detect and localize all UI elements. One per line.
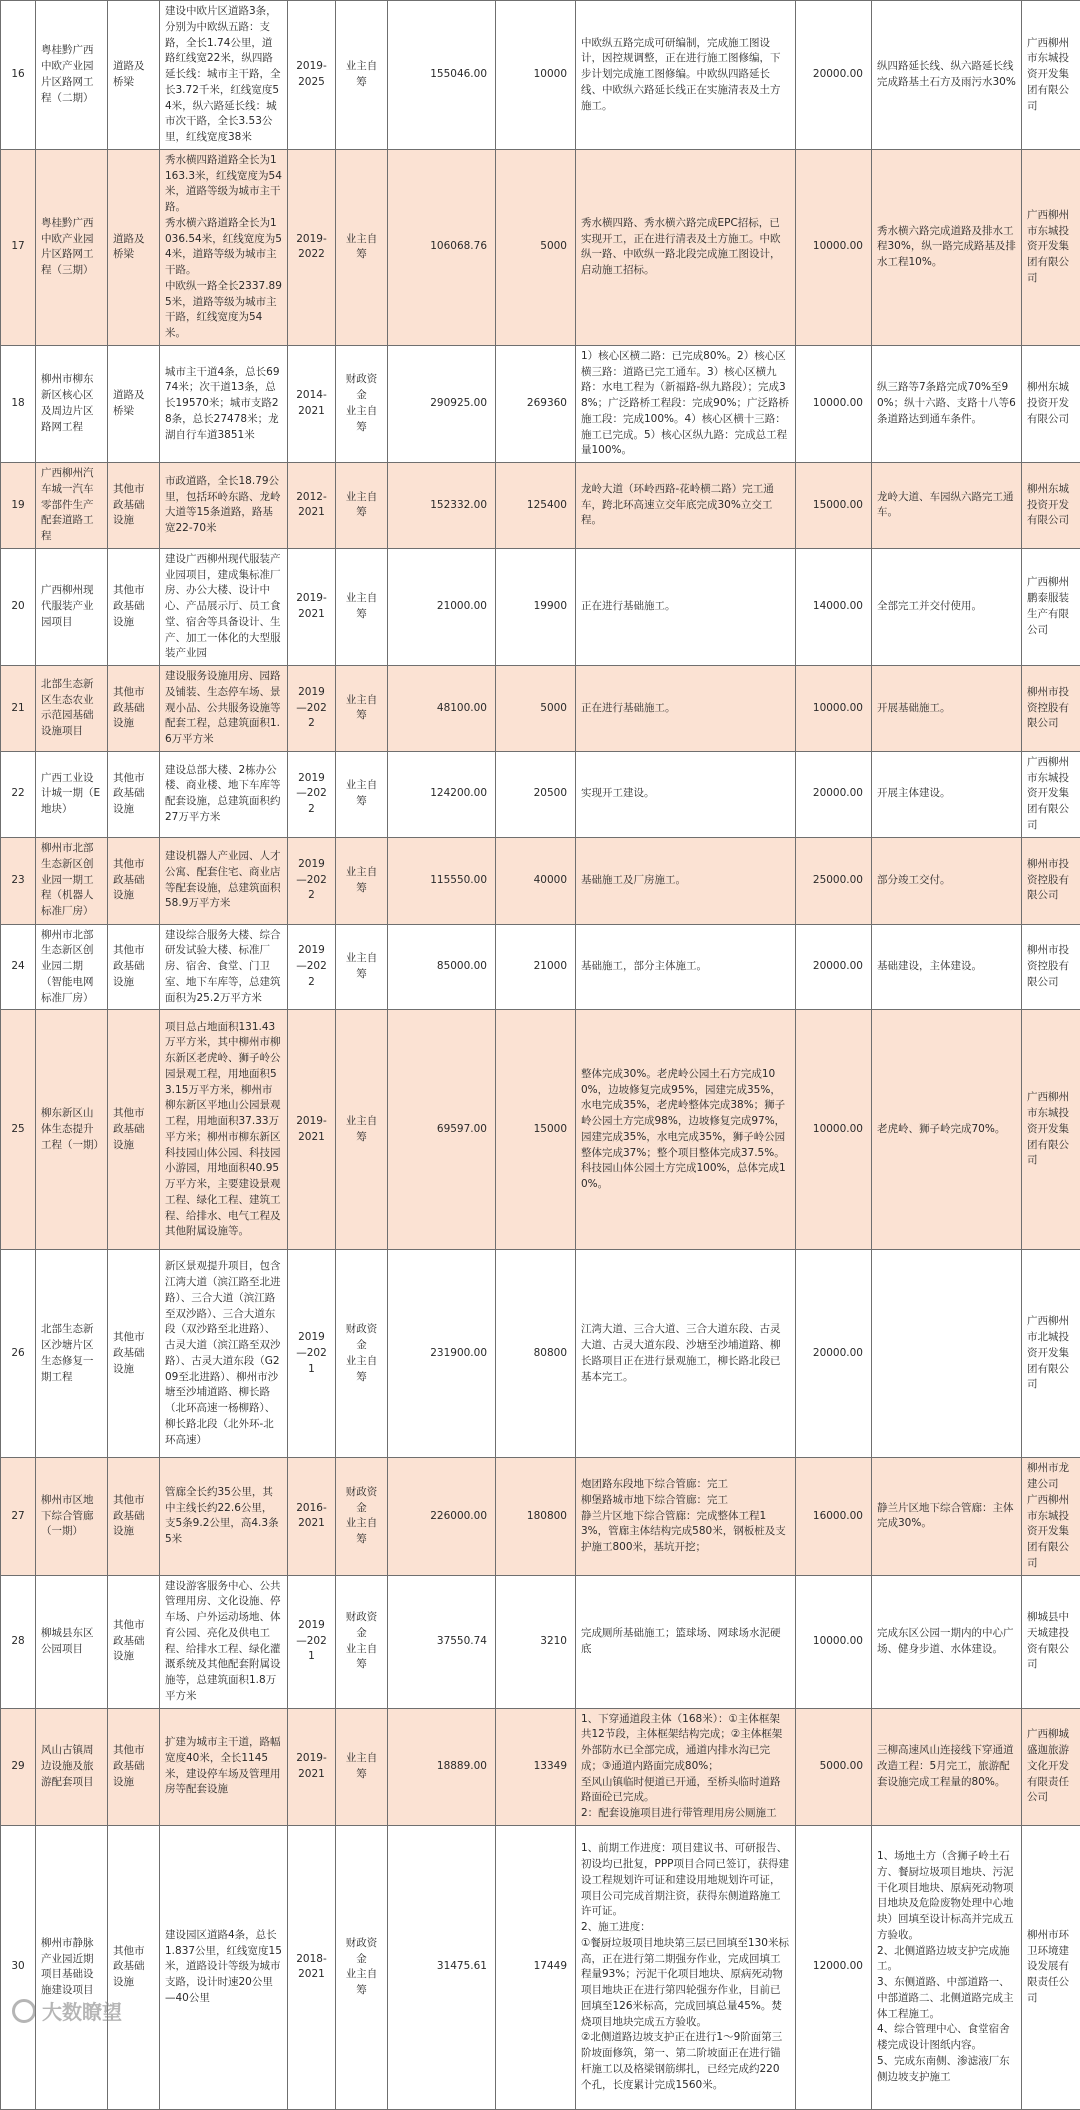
total-investment: 18889.00	[388, 1708, 496, 1825]
progress-description: 秀水横四路、秀水横六路完成EPC招标，已实现开工，正在进行清表及土方施工。中欧纵一路、中欧纵一路北段完成施工图设计，启动施工招标。	[576, 149, 796, 345]
progress-description: 炮团路东段地下综合管廊：完工 柳堡路城市地下综合管廊：完工 静兰片区地下综合管廊：完成整体工程13%，管廊主体结构完成580米，钢板桩及支护施工800米，基坑开挖；	[576, 1458, 796, 1575]
project-name: 柳州市柳东新区核心区及周边片区路网工程	[36, 345, 108, 462]
row-number: 27	[1, 1458, 36, 1575]
construction-period: 2019—2022	[288, 751, 336, 837]
completed-investment: 10000	[496, 1, 576, 150]
planned-investment: 10000.00	[796, 666, 872, 752]
responsible-unit: 柳州市环卫环境建设发展有限责任公司	[1022, 1825, 1080, 2109]
row-number: 24	[1, 924, 36, 1010]
responsible-unit: 广西柳州市北城投资开发集团有限公司	[1022, 1250, 1080, 1458]
progress-description: 整体完成30%。老虎岭公园土石方完成100%，边坡修复完成95%，园建完成35%，水电完成35%，老虎岭整体完成38%；狮子岭公园土方完成98%，边坡修复完成97%，园建完成35%，水电完成35%，狮子岭公园整体完成37%；整个项目整体完成37.5%。科技园山体公园土方完成100%，总体完成10%。	[576, 1010, 796, 1250]
construction-period: 2019-2022	[288, 149, 336, 345]
construction-content: 秀水横四路道路全长为1163.3米，红线宽度为54米，道路等级为城市主干路。 秀水横六路道路全长为1036.54米，红线宽度为54米，道路等级为城市主干路。 中欧纵一路全长2337.895米，道路等级为城市主干路，红线宽度为54米。	[160, 149, 288, 345]
total-investment: 31475.61	[388, 1825, 496, 2109]
row-number: 17	[1, 149, 36, 345]
project-name: 风山古镇周边设施及旅游配套项目	[36, 1708, 108, 1825]
total-investment: 226000.00	[388, 1458, 496, 1575]
project-name: 广西柳州汽车城一汽车零部件生产配套道路工程	[36, 463, 108, 549]
construction-content: 建设园区道路4条，总长1.837公里，红线宽度15米，道路设计等级为城市支路，设计时速20公里—40公里	[160, 1825, 288, 2109]
construction-period: 2019—2022	[288, 666, 336, 752]
completed-investment: 19900	[496, 548, 576, 665]
completed-investment: 21000	[496, 924, 576, 1010]
construction-content: 建设机器人产业园、人才公寓、配套住宅、商业店等配套设施，总建筑面积58.9万平方米	[160, 837, 288, 924]
total-investment: 106068.76	[388, 149, 496, 345]
construction-period: 2019-2021	[288, 548, 336, 665]
annual-goal: 开展基础施工。	[872, 666, 1022, 752]
project-name: 粤桂黔广西中欧产业园片区路网工程（三期）	[36, 149, 108, 345]
responsible-unit: 广西柳城盛迦旅游文化开发有限责任公司	[1022, 1708, 1080, 1825]
total-investment: 124200.00	[388, 751, 496, 837]
funding-source: 财政资金 业主自筹	[336, 1250, 388, 1458]
project-name: 柳州市静脉产业园近期项目基础设施建设项目	[36, 1825, 108, 2109]
project-type: 其他市政基础设施	[108, 751, 160, 837]
construction-content: 扩建为城市主干道，路幅宽度40米，全长1145米，建设停车场及管理用房等配套设施	[160, 1708, 288, 1825]
planned-investment: 20000.00	[796, 1, 872, 150]
progress-description: 基础施工及厂房施工。	[576, 837, 796, 924]
annual-goal: 秀水横六路完成道路及排水工程30%，纵一路完成路基及排水工程10%。	[872, 149, 1022, 345]
total-investment: 115550.00	[388, 837, 496, 924]
row-number: 18	[1, 345, 36, 462]
construction-period: 2019—2021	[288, 1250, 336, 1458]
project-type: 其他市政基础设施	[108, 837, 160, 924]
responsible-unit: 广西柳州市东城投资开发集团有限公司	[1022, 1010, 1080, 1250]
completed-investment: 3210	[496, 1575, 576, 1708]
funding-source: 业主自筹	[336, 924, 388, 1010]
planned-investment: 10000.00	[796, 345, 872, 462]
progress-description: 基础施工，部分主体施工。	[576, 924, 796, 1010]
total-investment: 48100.00	[388, 666, 496, 752]
responsible-unit: 柳州市投资控股有限公司	[1022, 837, 1080, 924]
total-investment: 290925.00	[388, 345, 496, 462]
annual-goal: 完成东区公园一期内的中心广场、健身步道、水体建设。	[872, 1575, 1022, 1708]
construction-content: 建设总部大楼、2栋办公楼、商业楼、地下车库等配套设施，总建筑面积约27万平方米	[160, 751, 288, 837]
planned-investment: 20000.00	[796, 924, 872, 1010]
funding-source: 财政资金 业主自筹	[336, 1825, 388, 2109]
progress-description: 龙岭大道（环岭西路-花岭横二路）完工通车，跨北环高速立交年底完成30%立交工程。	[576, 463, 796, 549]
project-type: 道路及桥梁	[108, 149, 160, 345]
funding-source: 业主自筹	[336, 1, 388, 150]
row-number: 23	[1, 837, 36, 924]
annual-goal: 基础建设，主体建设。	[872, 924, 1022, 1010]
funding-source: 业主自筹	[336, 666, 388, 752]
table-row	[1, 1, 1080, 150]
planned-investment: 5000.00	[796, 1708, 872, 1825]
progress-description: 完成厕所基础施工；篮球场、网球场水泥硬底	[576, 1575, 796, 1708]
annual-goal: 静兰片区地下综合管廊：主体完成30%。	[872, 1458, 1022, 1575]
responsible-unit: 柳州东城投资开发有限公司	[1022, 345, 1080, 462]
project-name: 广西柳州现代服装产业园项目	[36, 548, 108, 665]
project-name: 柳州市北部生态新区创业园一期工程（机器人标准厂房）	[36, 837, 108, 924]
table-row	[1, 149, 1080, 345]
completed-investment: 5000	[496, 149, 576, 345]
total-investment: 69597.00	[388, 1010, 496, 1250]
construction-period: 2019-2021	[288, 1708, 336, 1825]
project-name: 北部生态新区沙塘片区生态修复一期工程	[36, 1250, 108, 1458]
project-type: 其他市政基础设施	[108, 1825, 160, 2109]
table-row	[1, 463, 1080, 549]
funding-source: 财政资金 业主自筹	[336, 1458, 388, 1575]
completed-investment: 40000	[496, 837, 576, 924]
table-row	[1, 1250, 1080, 1458]
funding-source: 业主自筹	[336, 751, 388, 837]
responsible-unit: 柳州东城投资开发有限公司	[1022, 463, 1080, 549]
funding-source: 业主自筹	[336, 1010, 388, 1250]
annual-goal: 纵四路延长线、纵六路延长线完成路基土石方及雨污水30%	[872, 1, 1022, 150]
progress-description: 正在进行基础施工。	[576, 666, 796, 752]
project-name: 粤桂黔广西中欧产业园片区路网工程（二期）	[36, 1, 108, 150]
planned-investment: 10000.00	[796, 149, 872, 345]
construction-period: 2019—2021	[288, 1575, 336, 1708]
responsible-unit: 柳州市龙建公司 广西柳州市东城投资开发集团有限公司	[1022, 1458, 1080, 1575]
project-type: 其他市政基础设施	[108, 1708, 160, 1825]
completed-investment: 5000	[496, 666, 576, 752]
progress-description: 正在进行基础施工。	[576, 548, 796, 665]
planned-investment: 20000.00	[796, 751, 872, 837]
funding-source: 业主自筹	[336, 1708, 388, 1825]
project-type: 其他市政基础设施	[108, 1575, 160, 1708]
planned-investment: 12000.00	[796, 1825, 872, 2109]
construction-content: 建设中欧片区道路3条，分别为中欧纵五路：支路，全长1.74公里，道路红线宽22米，纵四路延长线：城市主干路，全长3.72千米，红线宽度54米，纵六路延长线：城市次干路，全长3.53公里，红线宽度38米	[160, 1, 288, 150]
row-number: 29	[1, 1708, 36, 1825]
responsible-unit: 柳州市投资控股有限公司	[1022, 924, 1080, 1010]
project-name: 北部生态新区生态农业示范园基础设施项目	[36, 666, 108, 752]
progress-description: 1、下穿通道段主体（168米）：①主体框架共12节段，主体框架结构完成；②主体框架外部防水已全部完成，通道内排水沟已完成；③通道内路面完成80%； 至风山镇临时便道已开通，至桥头临时道路路面砼已完成。 2：配套设施项目进行带管理用房公厕施工	[576, 1708, 796, 1825]
table-row	[1, 837, 1080, 924]
construction-content: 城市主干道4条，总长6974米；次干道13条，总长19570米；城市支路28条，总长27478米；龙湖自行车道3851米	[160, 345, 288, 462]
row-number: 22	[1, 751, 36, 837]
planned-investment: 20000.00	[796, 1250, 872, 1458]
annual-goal	[872, 1250, 1022, 1458]
construction-content: 建设游客服务中心、公共管理用房、文化设施、停车场、户外运动场地、体育公园、亮化及供电工程、给排水工程、绿化灌溉系统及其他配套附属设施等，总建筑面积1.8万平方米	[160, 1575, 288, 1708]
table-row	[1, 1825, 1080, 2109]
progress-description: 实现开工建设。	[576, 751, 796, 837]
construction-period: 2019-2025	[288, 1, 336, 150]
responsible-unit: 广西柳州市东城投资开发集团有限公司	[1022, 751, 1080, 837]
responsible-unit: 广西柳州市东城投资开发集团有限公司	[1022, 1, 1080, 150]
construction-content: 项目总占地面积131.43万平方米，其中柳州市柳东新区老虎岭、狮子岭公园景观工程，用地面积53.15万平方米，柳州市柳东新区平地山公园景观工程，用地面积37.33万平方米；柳州市柳东新区科技园山体公园、科技园小游园，用地面积40.95万平方米，主要建设景观工程、绿化工程、建筑工程、给排水、电气工程及其他附属设施等。	[160, 1010, 288, 1250]
construction-content: 新区景观提升项目，包含江湾大道（滨江路至北进路）、三合大道（滨江路至双沙路）、三合大道东段（双沙路至北进路）、古灵大道（滨江路至双沙路）、古灵大道东段（G209至北进路）、柳州市沙塘至沙埔道路、柳长路（北环高速一杨柳路）、柳长路北段（北外环-北环高速）	[160, 1250, 288, 1458]
table-row	[1, 345, 1080, 462]
construction-content: 建设综合服务大楼、综合研发试验大楼、标准厂房、宿舍、食堂、门卫室、地下车库等，总建筑面积为25.2万平方米	[160, 924, 288, 1010]
construction-period: 2019—2022	[288, 837, 336, 924]
project-name: 柳州市北部生态新区创业园二期（智能电网标准厂房）	[36, 924, 108, 1010]
completed-investment: 15000	[496, 1010, 576, 1250]
progress-description: 江湾大道、三合大道、三合大道东段、古灵大道、古灵大道东段、沙塘至沙埔道路、柳长路项目正在进行景观施工，柳长路北段已基本完工。	[576, 1250, 796, 1458]
table-row	[1, 751, 1080, 837]
table-row	[1, 548, 1080, 665]
responsible-unit: 广西柳州市东城投资开发集团有限公司	[1022, 149, 1080, 345]
completed-investment: 125400	[496, 463, 576, 549]
row-number: 21	[1, 666, 36, 752]
construction-content: 建设广西柳州现代服装产业园项目，建成集标准厂房、办公大楼、设计中心、产品展示厅、员工食堂、宿舍等具备设计、生产、加工一体化的大型服装产业园	[160, 548, 288, 665]
completed-investment: 17449	[496, 1825, 576, 2109]
project-type: 其他市政基础设施	[108, 1010, 160, 1250]
project-name: 柳州市区地下综合管廊（一期）	[36, 1458, 108, 1575]
row-number: 30	[1, 1825, 36, 2109]
planned-investment: 16000.00	[796, 1458, 872, 1575]
total-investment: 155046.00	[388, 1, 496, 150]
annual-goal: 纵三路等7条路完成70%至90%；纵十六路、支路十八等6条道路达到通车条件。	[872, 345, 1022, 462]
project-type: 其他市政基础设施	[108, 463, 160, 549]
row-number: 16	[1, 1, 36, 150]
watermark	[12, 1996, 122, 2025]
total-investment: 231900.00	[388, 1250, 496, 1458]
project-type: 其他市政基础设施	[108, 548, 160, 665]
project-type: 其他市政基础设施	[108, 666, 160, 752]
completed-investment: 80800	[496, 1250, 576, 1458]
total-investment: 21000.00	[388, 548, 496, 665]
table-row	[1, 1575, 1080, 1708]
construction-period: 2012-2021	[288, 463, 336, 549]
construction-period: 2018-2021	[288, 1825, 336, 2109]
funding-source: 财政资金 业主自筹	[336, 1575, 388, 1708]
row-number: 25	[1, 1010, 36, 1250]
completed-investment: 269360	[496, 345, 576, 462]
planned-investment: 25000.00	[796, 837, 872, 924]
planned-investment: 10000.00	[796, 1010, 872, 1250]
construction-period: 2019-2021	[288, 1010, 336, 1250]
table-row	[1, 1010, 1080, 1250]
watermark-text: 大数瞭望	[42, 1996, 122, 2025]
annual-goal: 老虎岭、狮子岭完成70%。	[872, 1010, 1022, 1250]
funding-source: 业主自筹	[336, 837, 388, 924]
table-row	[1, 924, 1080, 1010]
funding-source: 业主自筹	[336, 548, 388, 665]
total-investment: 152332.00	[388, 463, 496, 549]
responsible-unit: 柳州市投资控股有限公司	[1022, 666, 1080, 752]
planned-investment: 14000.00	[796, 548, 872, 665]
table-row	[1, 666, 1080, 752]
annual-goal: 部分竣工交付。	[872, 837, 1022, 924]
total-investment: 37550.74	[388, 1575, 496, 1708]
completed-investment: 20500	[496, 751, 576, 837]
progress-description: 1）核心区横二路：已完成80%。2）核心区横三路：道路已完工通车。3）核心区横九路：水电工程为（新福路-纵九路段）；完成38%；广泛路桥工程段：完成90%；广泛路桥施工段：完成100%。4）核心区横十三路：施工已完成。5）核心区纵九路：完成总工程量100%。	[576, 345, 796, 462]
construction-content: 市政道路，全长18.79公里，包括环岭东路、龙岭大道等15条道路，路基宽22-70米	[160, 463, 288, 549]
completed-investment: 13349	[496, 1708, 576, 1825]
funding-source: 业主自筹	[336, 463, 388, 549]
total-investment: 85000.00	[388, 924, 496, 1010]
table-row	[1, 1458, 1080, 1575]
construction-content: 管廊全长约35公里，其中主线长约22.6公里，支5条9.2公里，高4.3条5米	[160, 1458, 288, 1575]
table-row	[1, 1708, 1080, 1825]
responsible-unit: 广西柳州鹏泰服装生产有限公司	[1022, 548, 1080, 665]
construction-period: 2016-2021	[288, 1458, 336, 1575]
completed-investment: 180800	[496, 1458, 576, 1575]
project-type: 道路及桥梁	[108, 345, 160, 462]
planned-investment: 15000.00	[796, 463, 872, 549]
annual-goal: 1、场地土方（含狮子岭土石方、餐厨垃圾项目地块、污泥干化项目地块、原病死动物项目地块及危险废物处理中心地块）回填至设计标高并完成五方验收。 2、北侧道路边坡支护完成施工。 3、东侧道路、中部道路一、中部道路二、北侧道路完成主体工程施工。 4、综合管理中心、食堂宿舍楼完成设计图纸内容。 5、完成东南侧、渗滤液厂东侧边坡支护施工	[872, 1825, 1022, 2109]
funding-source: 业主自筹	[336, 149, 388, 345]
annual-goal: 龙岭大道、车园纵六路完工通车。	[872, 463, 1022, 549]
annual-goal: 开展主体建设。	[872, 751, 1022, 837]
project-type: 其他市政基础设施	[108, 924, 160, 1010]
funding-source: 财政资金 业主自筹	[336, 345, 388, 462]
project-type: 其他市政基础设施	[108, 1250, 160, 1458]
project-type: 道路及桥梁	[108, 1, 160, 150]
project-type: 其他市政基础设施	[108, 1458, 160, 1575]
project-name: 柳城县东区公园项目	[36, 1575, 108, 1708]
progress-description: 中欧纵五路完成可研编制，完成施工图设计，因控规调整，正在进行施工图修编，下步计划完成施工图修编。中欧纵四路延长线、中欧纵六路延长线正在实施清表及土方施工。	[576, 1, 796, 150]
construction-content: 建设服务设施用房、园路及铺装、生态停车场、景观小品、公共服务设施等配套工程，总建筑面积1.6万平方米	[160, 666, 288, 752]
annual-goal: 三柳高速风山连接线下穿通道改造工程：5月完工，旅游配套设施完成工程量的80%。	[872, 1708, 1022, 1825]
row-number: 20	[1, 548, 36, 665]
project-name: 广西工业设计城一期（E地块）	[36, 751, 108, 837]
construction-period: 2014-2021	[288, 345, 336, 462]
row-number: 19	[1, 463, 36, 549]
project-name: 柳东新区山体生态提升工程（一期）	[36, 1010, 108, 1250]
planned-investment: 10000.00	[796, 1575, 872, 1708]
construction-period: 2019—2022	[288, 924, 336, 1010]
row-number: 26	[1, 1250, 36, 1458]
responsible-unit: 柳城县中天城建投资有限公司	[1022, 1575, 1080, 1708]
row-number: 28	[1, 1575, 36, 1708]
watermark-logo-icon	[12, 1999, 36, 2023]
annual-goal: 全部完工并交付使用。	[872, 548, 1022, 665]
progress-description: 1、前期工作进度：项目建议书、可研报告、初设均已批复，PPP项目合同已签订，获得建设工程规划许可证和建设用地规划许可证，项目公司完成首期注资，获得东侧道路施工许可证。 2、施工进度： ①餐厨垃圾项目地块第三层已回填至130米标高，正在进行第二期强夯作业，完成回填工程量93%；污泥干化项目地块、原病死动物项目地块正在进行第四轮强夯作业，目前已回填至126米标高，完成回填总量45%。焚烧项目地块完成五方验收。 ②北侧道路边坡支护正在进行1～9阶面第三阶坡面修筑，第一、第二阶坡面正在进行锚杆施工以及格梁钢筋绑扎，已经完成约220个孔，长度累计完成1560米。	[576, 1825, 796, 2109]
